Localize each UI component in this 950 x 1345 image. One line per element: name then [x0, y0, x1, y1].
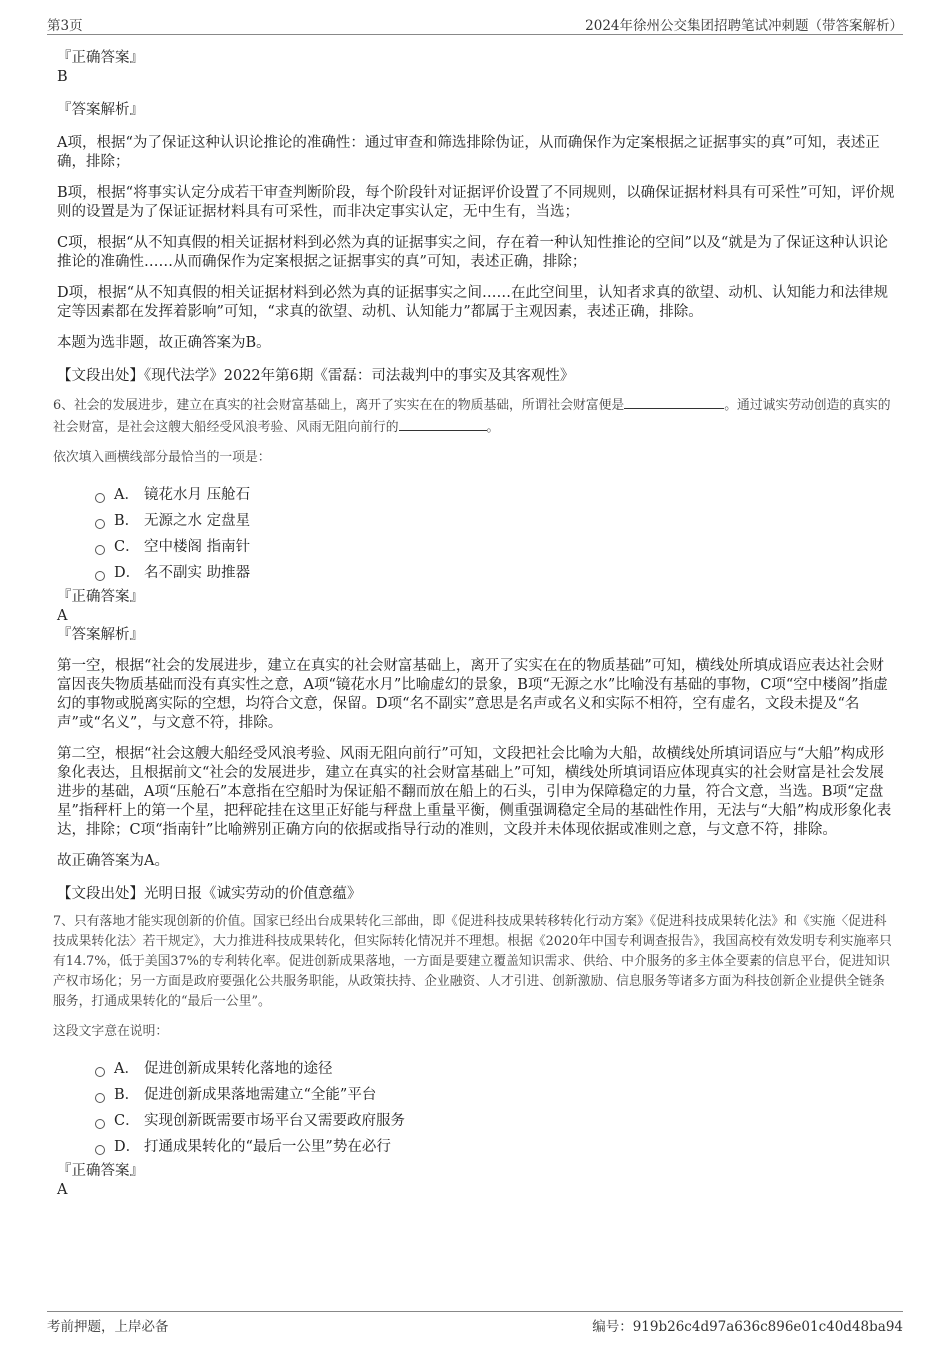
q6-conclusion: 故正确答案为A。 — [57, 853, 169, 869]
q6-stem-b: 。通过诚实劳动创造的真实的社会财富，是社会这艘大船经受风浪考验、风雨无阻向前行的 — [53, 398, 891, 435]
q6-option-c[interactable]: C． 空中楼阁 指南针 — [95, 534, 897, 560]
page-header — [47, 12, 903, 35]
answer-label: 『正确答案』 — [57, 50, 144, 66]
q6-option-a[interactable]: A． 镜花水月 压舱石 — [95, 482, 897, 508]
q6-option-b[interactable]: B． 无源之水 定盘星 — [95, 508, 897, 534]
q5-analysis-a: A项，根据“为了保证这种认识论推论的准确性：通过审查和筛选排除伪证，从而确保作为定案根据之证据事实的真”可知，表述正确，排除； — [57, 135, 880, 170]
radio-icon[interactable] — [95, 493, 105, 503]
q6-blank-1 — [624, 394, 724, 409]
q6-blank-2 — [399, 416, 487, 431]
q5-analysis-b: B项，根据“将事实认定分成若干审查判断阶段，每个阶段针对证据评价设置了不同规则，以确保证据材料具有可采性”可知，评价规则的设置是为了保证证据材料具有可采性，而非决定事实认定，无中生有，当选； — [57, 185, 895, 220]
radio-icon[interactable] — [95, 545, 105, 555]
q6-stem-a: 6、社会的发展进步，建立在真实的社会财富基础上，离开了实实在在的物质基础，所谓社会财富便是 — [53, 398, 625, 413]
q6-stem-c: 。 — [486, 420, 500, 435]
page-number: 第3页 — [47, 18, 83, 34]
radio-icon[interactable] — [95, 1145, 105, 1155]
page-footer — [47, 1311, 903, 1336]
q7-option-c[interactable]: C． 实现创新既需要市场平台又需要政府服务 — [95, 1108, 897, 1134]
answer-label: 『正确答案』 — [57, 1163, 144, 1179]
q7-prompt: 这段文字意在说明： — [53, 1024, 169, 1039]
q5-analysis-d: D项，根据“从不知真假的相关证据材料到必然为真的证据事实之间……在此空间里，认知者求真的欲望、动机、认知能力和法律规定等因素都在发挥着影响”可知，“求真的欲望、动机、认知能力”都属于主观因素，表述正确，排除。 — [57, 285, 889, 320]
document-title: 2024年徐州公交集团招聘笔试冲刺题（带答案解析） — [585, 18, 903, 34]
q6-option-d[interactable]: D． 名不副实 助推器 — [95, 560, 897, 586]
q5-conclusion: 本题为选非题，故正确答案为B。 — [57, 335, 271, 351]
q7-option-a[interactable]: A． 促进创新成果转化落地的途径 — [95, 1056, 897, 1082]
radio-icon[interactable] — [95, 1093, 105, 1103]
q6-prompt: 依次填入画横线部分最恰当的一项是： — [53, 450, 271, 465]
q6-analysis-2: 第二空，根据“社会这艘大船经受风浪考验、风雨无阻向前行”可知，文段把社会比喻为大船，故横线处所填词语应与“大船”构成形象化表达，且根据前文“社会的发展进步，建立在真实的社会财富基础上”可知，横线处所填词语应体现真实的社会财富是社会发展进步的基础，A项“压舱石”本意指在空船时为保证船不翻而放在船上的石头，引申为保障稳定的力量，符合文意，当选。B项“定盘星”指秤杆上的第一个星，把秤砣挂在这里正好能与秤盘上重量平衡，侧重强调稳定全局的基础性作用，无法与“大船”构成形象化表达，排除；C项“指南针”比喻辨别正确方向的依据或指导行动的准则，文段并未体现依据或准则之意，与文意不符，排除。 — [57, 746, 892, 838]
q7-option-b[interactable]: B． 促进创新成果落地需建立“全能”平台 — [95, 1082, 897, 1108]
radio-icon[interactable] — [95, 1067, 105, 1077]
q6-analysis-1: 第一空，根据“社会的发展进步，建立在真实的社会财富基础上，离开了实实在在的物质基础”可知，横线处所填成语应表达社会财富因丧失物质基础而没有真实性之意，A项“镜花水月”比喻虚幻的景象，B项“无源之水”比喻没有基础的事物，C项“空中楼阁”指虚幻的事物或脱离实际的空想，均符合文意，保留。D项“名不副实”意思是名声或名义和实际不相符，空有虚名，文段未提及“名声”或“名义”，与文意不符，排除。 — [57, 658, 888, 731]
analysis-label: 『答案解析』 — [57, 102, 144, 118]
q7-option-d[interactable]: D． 打通成果转化的“最后一公里”势在必行 — [95, 1134, 897, 1160]
q6-options — [95, 482, 897, 586]
q7-options — [95, 1056, 897, 1160]
analysis-label: 『答案解析』 — [57, 627, 144, 643]
document-code: 编号：919b26c4d97a636c896e01c40d48ba94 — [592, 1319, 903, 1335]
q7-stem: 7、只有落地才能实现创新的价值。国家已经出台成果转化三部曲，即《促进科技成果转移转化行动方案》《促进科技成果转化法》和《实施〈促进科技成果转化法〉若干规定》，大力推进科技成果转化，但实际转化情况并不理想。根据《2020年中国专利调查报告》，我国高校有效发明专利实施率只有14.7%，低于美国37%的专利转化率。促进创新成果落地，一方面是要建立覆盖知识需求、供给、中介服务的多主体全要素的信息平台，促进知识产权市场化；另一方面是政府要强化公共服务职能，从政策扶持、企业融资、人才引进、创新激励、信息服务等诸多方面为科技创新企业提供全链条服务，打通成果转化的“最后一公里”。 — [53, 914, 892, 1009]
q6-answer: A — [57, 608, 68, 624]
footer-slogan: 考前押题，上岸必备 — [47, 1319, 169, 1335]
radio-icon[interactable] — [95, 1119, 105, 1129]
page-content — [53, 45, 897, 1200]
q5-analysis-c: C项，根据“从不知真假的相关证据材料到必然为真的证据事实之间，存在着一种认知性推论的空间”以及“就是为了保证这种认识论推论的准确性……从而确保作为定案根据之证据事实的真”可知，表述正确，排除； — [57, 235, 888, 270]
q5-answer: B — [57, 69, 68, 85]
q6-stem — [53, 394, 897, 438]
radio-icon[interactable] — [95, 571, 105, 581]
q6-source: 【文段出处】光明日报《诚实劳动的价值意蕴》 — [57, 886, 362, 902]
answer-label: 『正确答案』 — [57, 589, 144, 605]
q5-source: 【文段出处】《现代法学》2022年第6期《雷磊：司法裁判中的事实及其客观性》 — [57, 368, 575, 384]
q7-answer: A — [57, 1182, 68, 1198]
radio-icon[interactable] — [95, 519, 105, 529]
